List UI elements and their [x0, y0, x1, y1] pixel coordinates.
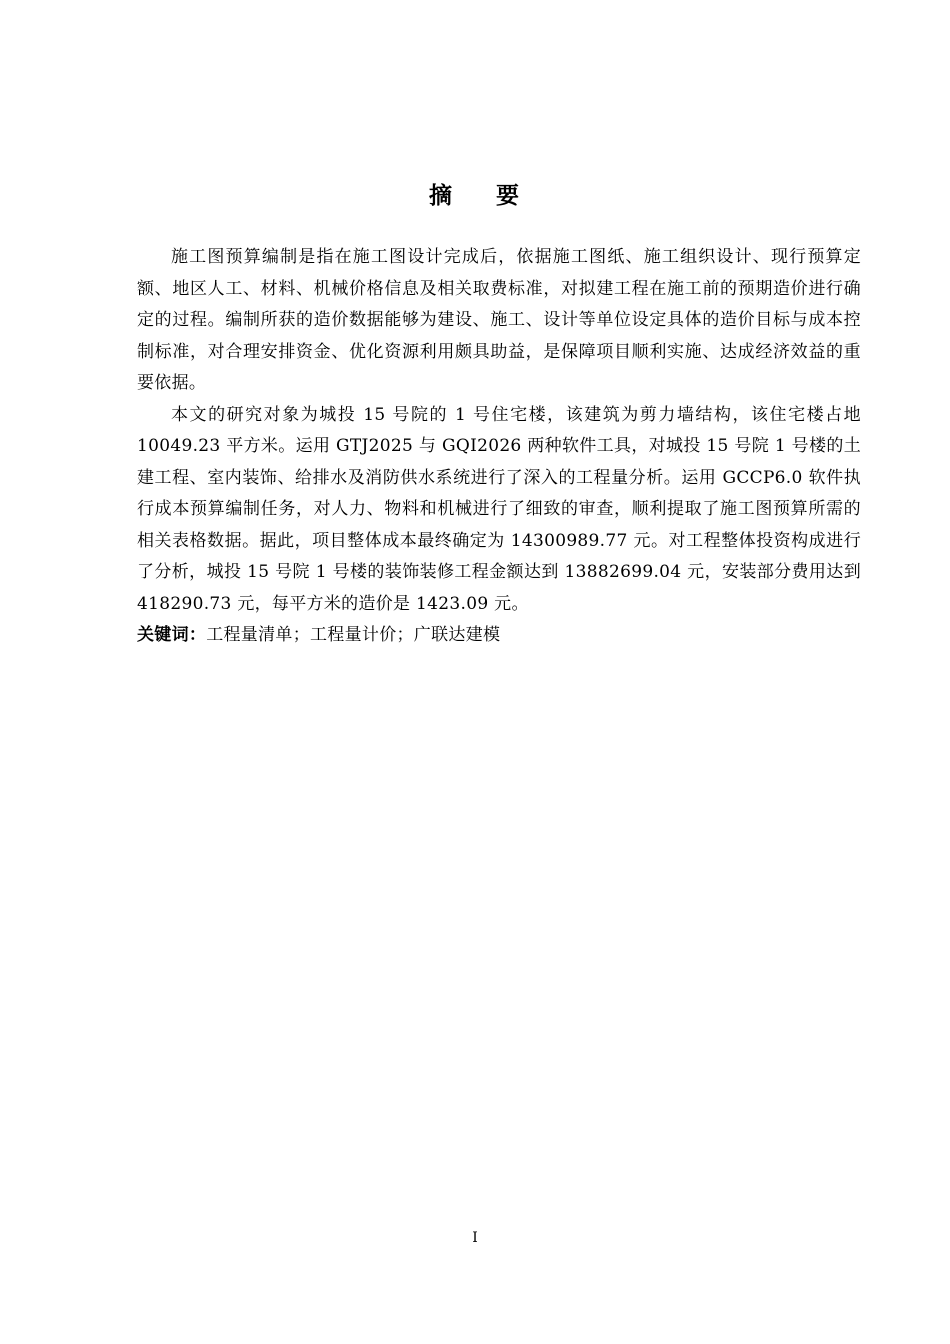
abstract-paragraph-1: 施工图预算编制是指在施工图设计完成后，依据施工图纸、施工组织设计、现行预算定额、地区人工、材料、机械价格信息及相关取费标准，对拟建工程在施工前的预期造价进行确定的过程。编制所获的造价数据能够为建设、施工、设计等单位设定具体的造价目标与成本控制标准，对合理安排资金、优化资源利用颇具助益，是保障项目顺利实施、达成经济效益的重要依据。: [137, 247, 861, 393]
abstract-body: [137, 242, 861, 652]
abstract-title-char-2: 要: [496, 183, 521, 209]
abstract-title-char-1: 摘: [429, 183, 454, 209]
keywords-line: [137, 620, 861, 652]
abstract-title: [0, 176, 950, 216]
keywords-label: 关键词：: [137, 625, 207, 645]
abstract-paragraph-2: 本文的研究对象为城投 15 号院的 1 号住宅楼，该建筑为剪力墙结构，该住宅楼占地 10049.23 平方米。运用 GTJ2025 与 GQI2026 两种软件工具，对城投 15 号院 1 号楼的土建工程、室内装饰、给排水及消防供水系统进行了深入的工程量分析。运用 GCCP6.0 软件执行成本预算编制任务，对人力、物料和机械进行了细致的审查，顺利提取了施工图预算所需的相关表格数据。据此，项目整体成本最终确定为 14300989.77 元。对工程整体投资构成进行了分析，城投 15 号院 1 号楼的装饰装修工程金额达到 13882699.04 元，安装部分费用达到 418290.73 元，每平方米的造价是 1423.09 元。: [137, 404, 861, 614]
page-number: I: [472, 1230, 478, 1246]
keywords-text: 工程量清单；工程量计价；广联达建模: [206, 625, 501, 645]
